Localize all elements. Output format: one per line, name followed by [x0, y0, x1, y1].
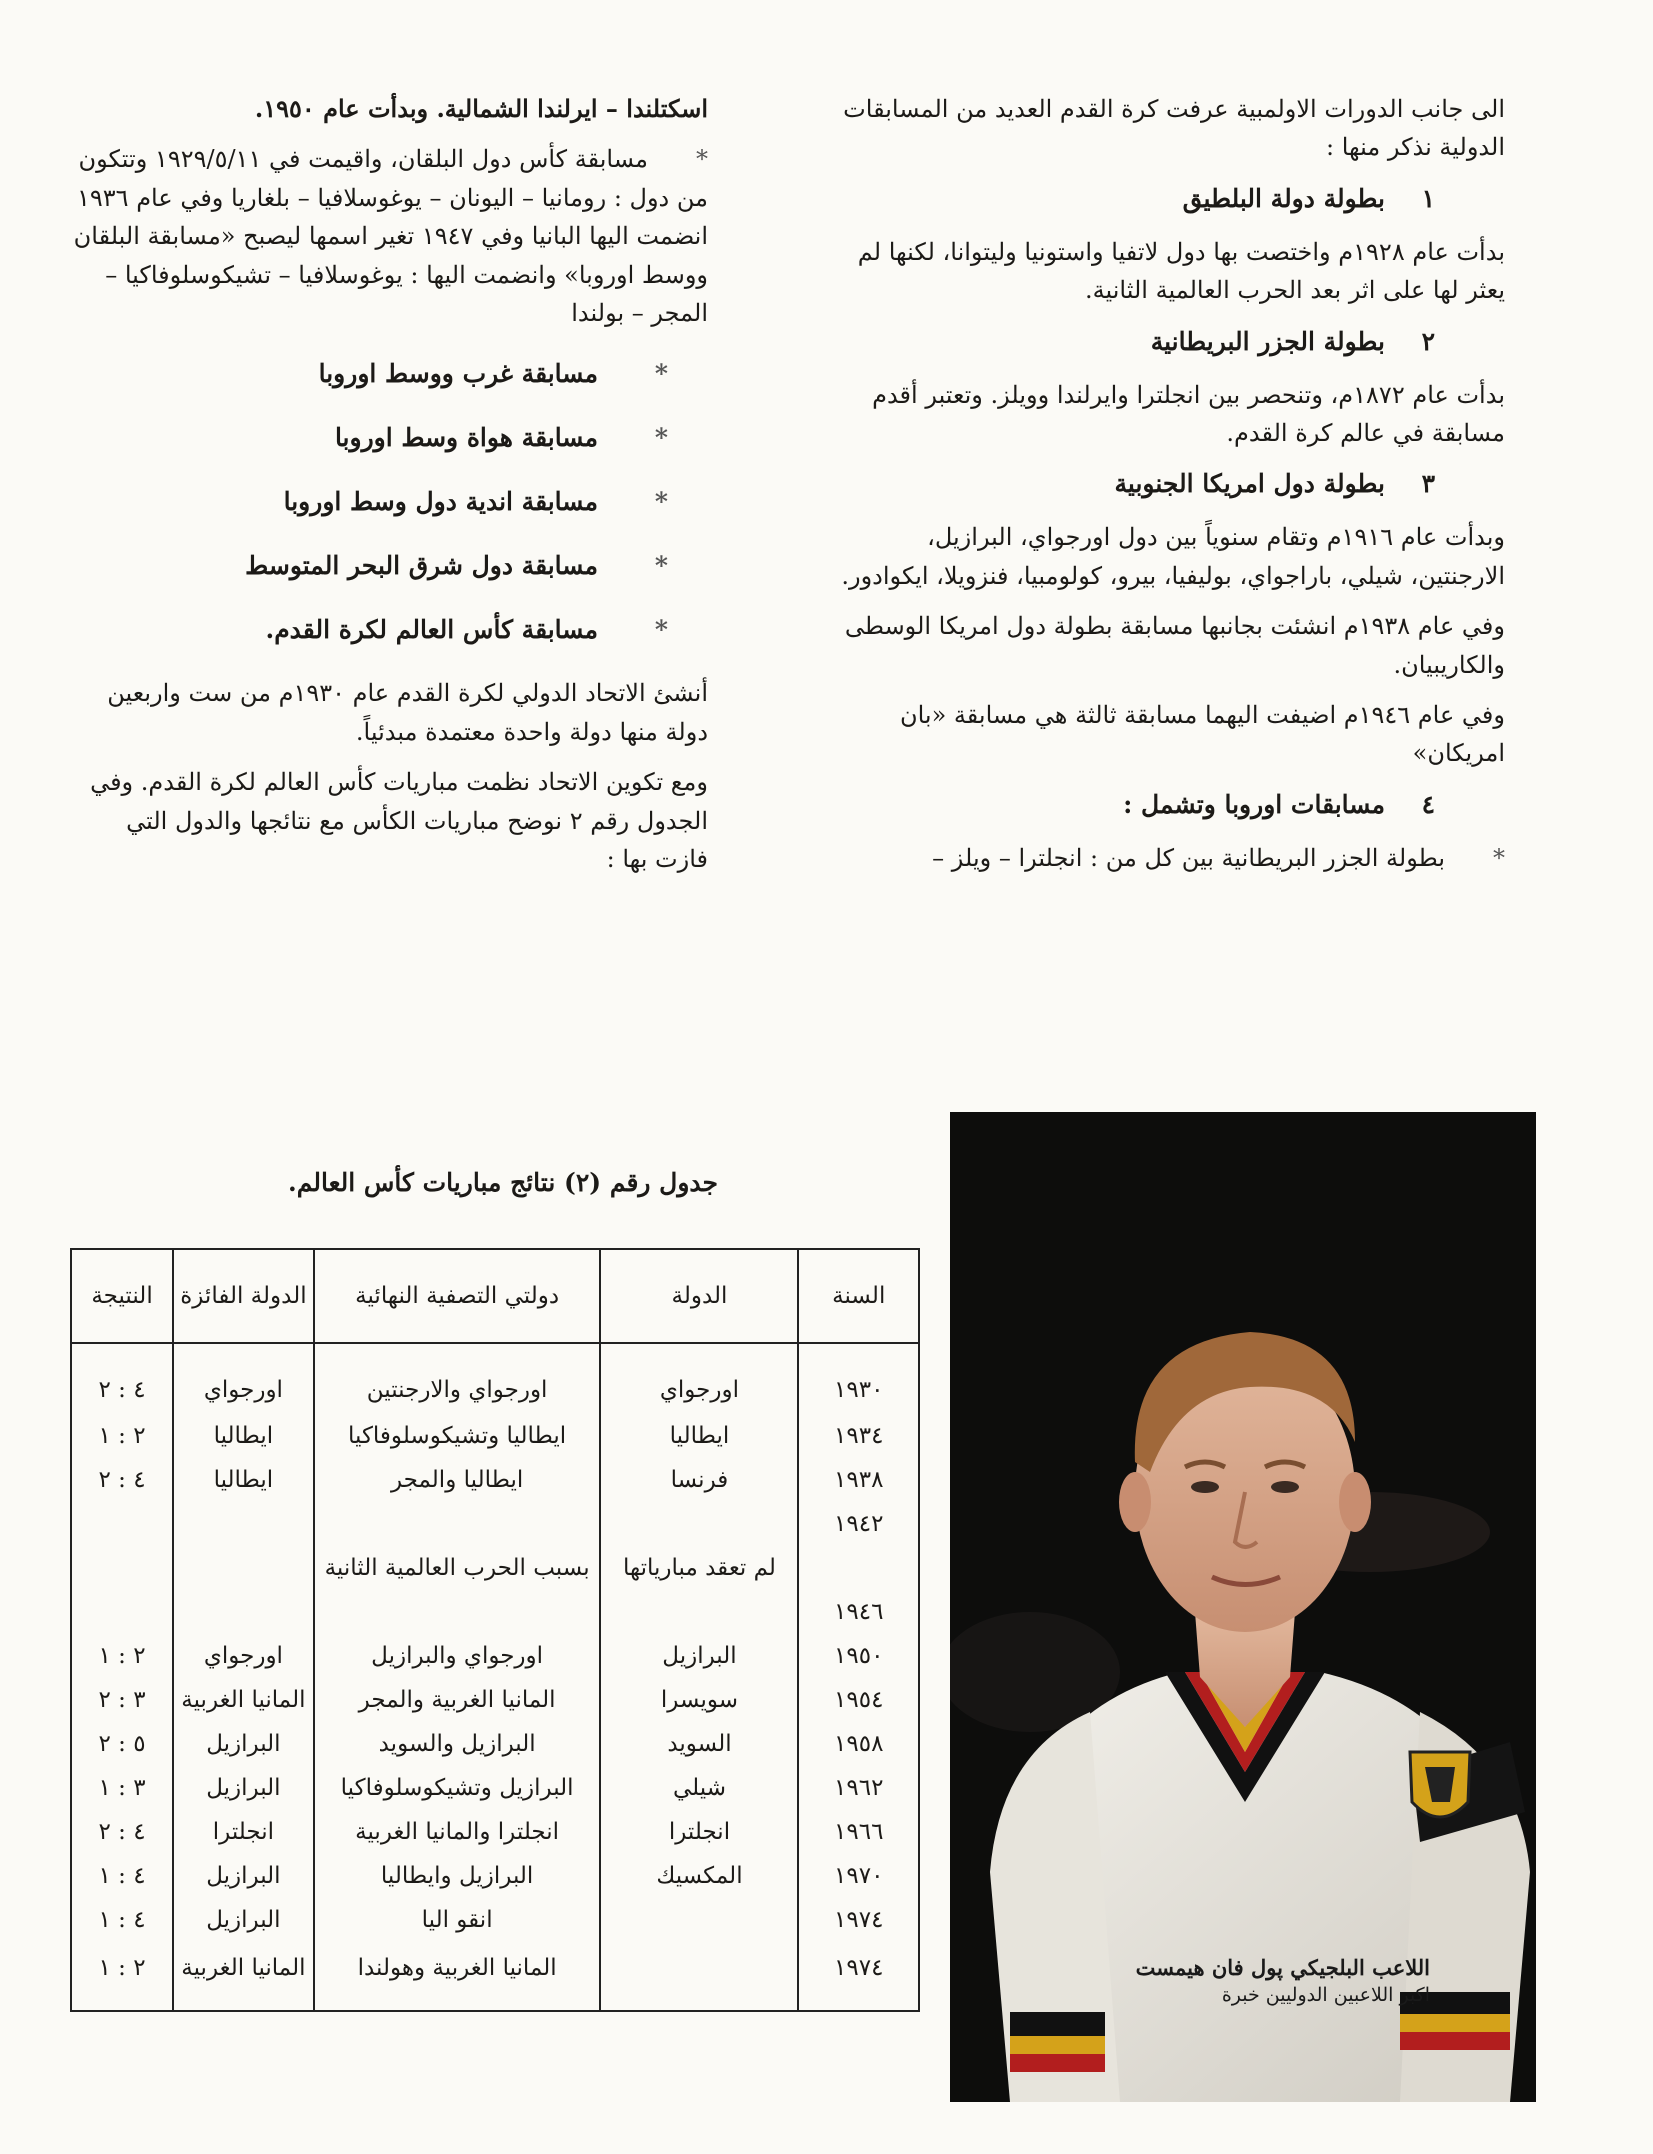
- cell-year: ١٩٦٢: [798, 1766, 919, 1810]
- photo-caption: [1120, 1955, 1430, 2006]
- cell-winner: [173, 1502, 314, 1546]
- cell-year: ١٩٥٨: [798, 1722, 919, 1766]
- cell-year: ١٩٥٤: [798, 1678, 919, 1722]
- cell-host: سويسرا: [600, 1678, 798, 1722]
- cell-winner: اورجواي: [173, 1343, 314, 1414]
- section-4-bullet-text: بطولة الجزر البريطانية بين كل من : انجلترا – ويلز –: [932, 843, 1445, 872]
- cell-winner: البرازيل: [173, 1722, 314, 1766]
- table-header-row: [71, 1249, 919, 1343]
- cell-finalists: اورجواي والارجنتين: [314, 1343, 601, 1414]
- cell-result: ٢ : ١: [71, 1634, 173, 1678]
- cell-host: انجلترا: [600, 1810, 798, 1854]
- competition-bullet: [68, 610, 708, 650]
- table-row: [71, 1502, 919, 1546]
- bullet-star: *: [654, 487, 668, 517]
- cell-finalists: [314, 1590, 601, 1634]
- cell-finalists: [314, 1502, 601, 1546]
- bullet-star: *: [654, 615, 668, 645]
- cell-finalists: البرازيل وتشيكوسلوفاكيا: [314, 1766, 601, 1810]
- competition-bullet: [68, 354, 708, 394]
- table-row: [71, 1678, 919, 1722]
- cell-host: اورجواي: [600, 1343, 798, 1414]
- section-3-title: بطولة دول امريكا الجنوبية: [1114, 469, 1385, 499]
- cell-winner: ايطاليا: [173, 1458, 314, 1502]
- cell-finalists: انقو اليا: [314, 1898, 601, 1942]
- cell-year: ١٩٣٨: [798, 1458, 919, 1502]
- left-column: [68, 90, 708, 890]
- bullet-star: *: [654, 551, 668, 581]
- cell-year: [798, 1546, 919, 1590]
- cell-host: البرازيل: [600, 1634, 798, 1678]
- competition-bullet-text: مسابقة اندية دول وسط اوروبا: [283, 487, 598, 517]
- cell-host: فرنسا: [600, 1458, 798, 1502]
- table-intro-paragraph: ومع تكوين الاتحاد نظمت مباريات كأس العالم لكرة القدم. وفي الجدول رقم ٢ نوضح مباريات الكأس مع نتائجها والدول التي فازت بها :: [90, 768, 708, 873]
- cell-finalists: انجلترا والمانيا الغربية: [314, 1810, 601, 1854]
- cell-host: [600, 1502, 798, 1546]
- cell-result: ٤ : ٢: [71, 1810, 173, 1854]
- section-1-number: ١: [1421, 183, 1435, 213]
- table-row: [71, 1766, 919, 1810]
- cell-result: ٣ : ١: [71, 1766, 173, 1810]
- header-result: النتيجة: [71, 1249, 173, 1343]
- caption-line-1: اللاعب البلجيكي پول فان هيمست: [1135, 1955, 1430, 1980]
- table-row: [71, 1634, 919, 1678]
- cell-host: السويد: [600, 1722, 798, 1766]
- fifa-paragraph: أنشئ الاتحاد الدولي لكرة القدم عام ١٩٣٠م من ست واربعين دولة منها دولة واحدة معتمدة مبدئياً.: [107, 679, 708, 746]
- cell-result: [71, 1590, 173, 1634]
- competition-bullet-text: مسابقة دول شرق البحر المتوسط: [245, 551, 598, 581]
- cell-year: ١٩٣٠: [798, 1343, 919, 1414]
- cell-result: ٢ : ١: [71, 1414, 173, 1458]
- section-2-heading: [825, 322, 1505, 362]
- cell-host: لم تعقد مبارياتها: [600, 1546, 798, 1590]
- section-4-title: مسابقات اوروبا وتشمل :: [1123, 789, 1385, 819]
- cell-winner: البرازيل: [173, 1766, 314, 1810]
- cell-finalists: المانيا الغربية والمجر: [314, 1678, 601, 1722]
- bullet-star: *: [654, 423, 668, 453]
- section-3-heading: [825, 464, 1505, 504]
- continuation-paragraph: اسكتلندا – ايرلندا الشمالية. وبدأت عام ١٩٥٠.: [254, 94, 708, 123]
- table-row: [71, 1458, 919, 1502]
- intro-paragraph: الى جانب الدورات الاولمبية عرفت كرة القدم العديد من المسابقات الدولية نذكر منها :: [843, 95, 1505, 162]
- cell-finalists: ايطاليا والمجر: [314, 1458, 601, 1502]
- section-3-paragraph-3: وفي عام ١٩٤٦م اضيفت اليهما مسابقة ثالثة هي مسابقة «بان امريكان»: [899, 700, 1505, 768]
- header-finalists: دولتي التصفية النهائية: [314, 1249, 601, 1343]
- cell-result: [71, 1502, 173, 1546]
- table-row: [71, 1546, 919, 1590]
- cell-winner: البرازيل: [173, 1898, 314, 1942]
- cell-winner: البرازيل: [173, 1854, 314, 1898]
- cell-winner: انجلترا: [173, 1810, 314, 1854]
- cell-result: ٢ : ١: [71, 1942, 173, 2011]
- cell-result: [71, 1546, 173, 1590]
- table-row: [71, 1722, 919, 1766]
- header-host: الدولة: [600, 1249, 798, 1343]
- section-1-heading: [825, 179, 1505, 219]
- bullet-star: *: [696, 145, 708, 174]
- world-cup-results-table: [70, 1248, 920, 2038]
- cell-winner: [173, 1546, 314, 1590]
- section-3-body: وبدأت عام ١٩١٦م وتقام سنوياً بين دول اورجواي، البرازيل، الارجنتين، شيلي، باراجواي، بوليفيا، بيرو، كولومبيا، فنزويلا، ايكوادور.: [841, 523, 1505, 590]
- cell-host: [600, 1942, 798, 2011]
- section-1-body: بدأت عام ١٩٢٨م واختصت بها دول لاتفيا واستونيا وليتوانا، لكنها لم يعثر لها على اثر بعد الحرب العالمية الثانية.: [857, 237, 1505, 305]
- cell-finalists: البرازيل والسويد: [314, 1722, 601, 1766]
- competition-bullet-text: مسابقة هواة وسط اوروبا: [334, 423, 598, 453]
- table-row: [71, 1590, 919, 1634]
- cell-host: ايطاليا: [600, 1414, 798, 1458]
- cell-host: [600, 1898, 798, 1942]
- cell-result: ٤ : ٢: [71, 1343, 173, 1414]
- section-2-body: بدأت عام ١٨٧٢م، وتنحصر بين انجلترا وايرلندا وويلز. وتعتبر أقدم مسابقة في عالم كرة القدم.: [872, 380, 1505, 447]
- cell-host: المكسيك: [600, 1854, 798, 1898]
- competition-bullet: [68, 482, 708, 522]
- section-4-heading: [825, 785, 1505, 825]
- right-column: [825, 90, 1505, 889]
- cell-result: ٤ : ١: [71, 1854, 173, 1898]
- cell-winner: اورجواي: [173, 1634, 314, 1678]
- player-photo: [950, 1112, 1536, 2102]
- table-row: [71, 1898, 919, 1942]
- competition-bullet: [68, 546, 708, 586]
- competition-bullet-text: مسابقة غرب ووسط اوروبا: [318, 359, 598, 389]
- table-row: [71, 1414, 919, 1458]
- cell-year: ١٩٧٤: [798, 1942, 919, 2011]
- balkan-paragraph: [68, 140, 708, 332]
- cell-host: [600, 1590, 798, 1634]
- cell-finalists: بسبب الحرب العالمية الثانية: [314, 1546, 601, 1590]
- balkan-text: مسابقة كأس دول البلقان، واقيمت في ١٩٢٩/٥/١١ وتتكون من دول : رومانيا – اليونان – يوغوسلافيا – بلغاريا وفي عام ١٩٣٦ انضمت اليها البانيا وفي ١٩٤٧ تغير اسمها ليصبح «مسابقة البلقان ووسط اوروبا» وانضمت اليها : يوغوسلافيا – تشيكوسلوفاكيا – المجر – بولندا: [73, 145, 708, 327]
- cell-finalists: البرازيل وايطاليا: [314, 1854, 601, 1898]
- header-winner: الدولة الفائزة: [173, 1249, 314, 1343]
- cell-result: ٣ : ٢: [71, 1678, 173, 1722]
- cell-winner: [173, 1590, 314, 1634]
- competition-bullet-text: مسابقة كأس العالم لكرة القدم.: [265, 615, 598, 645]
- header-year: السنة: [798, 1249, 919, 1343]
- competition-bullet: [68, 418, 708, 458]
- section-3-paragraph-2: وفي عام ١٩٣٨م انشئت بجانبها مسابقة بطولة دول امريكا الوسطى والكاريبيان.: [844, 612, 1505, 679]
- bullet-star: *: [654, 359, 668, 389]
- section-2-title: بطولة الجزر البريطانية: [1150, 326, 1385, 356]
- section-4-bullet: [825, 839, 1505, 877]
- cell-year: ١٩٧٤: [798, 1898, 919, 1942]
- cell-host: شيلي: [600, 1766, 798, 1810]
- cell-finalists: المانيا الغربية وهولندا: [314, 1942, 601, 2011]
- section-4-number: ٤: [1421, 789, 1435, 819]
- cell-result: ٥ : ٢: [71, 1722, 173, 1766]
- cell-finalists: اورجواي والبرازيل: [314, 1634, 601, 1678]
- cell-finalists: ايطاليا وتشيكوسلوفاكيا: [314, 1414, 601, 1458]
- cell-year: ١٩٥٠: [798, 1634, 919, 1678]
- player-illustration: [950, 1112, 1536, 2102]
- cell-year: ١٩٣٤: [798, 1414, 919, 1458]
- cell-year: ١٩٧٠: [798, 1854, 919, 1898]
- section-2-number: ٢: [1421, 326, 1435, 356]
- caption-line-2: اكبر اللاعبين الدوليين خبرة: [1221, 1984, 1430, 2006]
- cell-year: ١٩٤٢: [798, 1502, 919, 1546]
- cell-winner: المانيا الغربية: [173, 1678, 314, 1722]
- table-row: [71, 1942, 919, 2011]
- table-title: جدول رقم (٢) نتائج مباريات كأس العالم.: [288, 1168, 718, 1197]
- cell-winner: ايطاليا: [173, 1414, 314, 1458]
- cell-result: ٤ : ١: [71, 1898, 173, 1942]
- table-row: [71, 1854, 919, 1898]
- cell-result: ٤ : ٢: [71, 1458, 173, 1502]
- cell-year: ١٩٤٦: [798, 1590, 919, 1634]
- section-1-title: بطولة دولة البلطيق: [1182, 183, 1385, 213]
- bullet-star: *: [1493, 843, 1505, 872]
- section-3-number: ٣: [1421, 469, 1435, 499]
- table-row: [71, 1343, 919, 1414]
- cell-year: ١٩٦٦: [798, 1810, 919, 1854]
- cell-winner: المانيا الغربية: [173, 1942, 314, 2011]
- table-row: [71, 1810, 919, 1854]
